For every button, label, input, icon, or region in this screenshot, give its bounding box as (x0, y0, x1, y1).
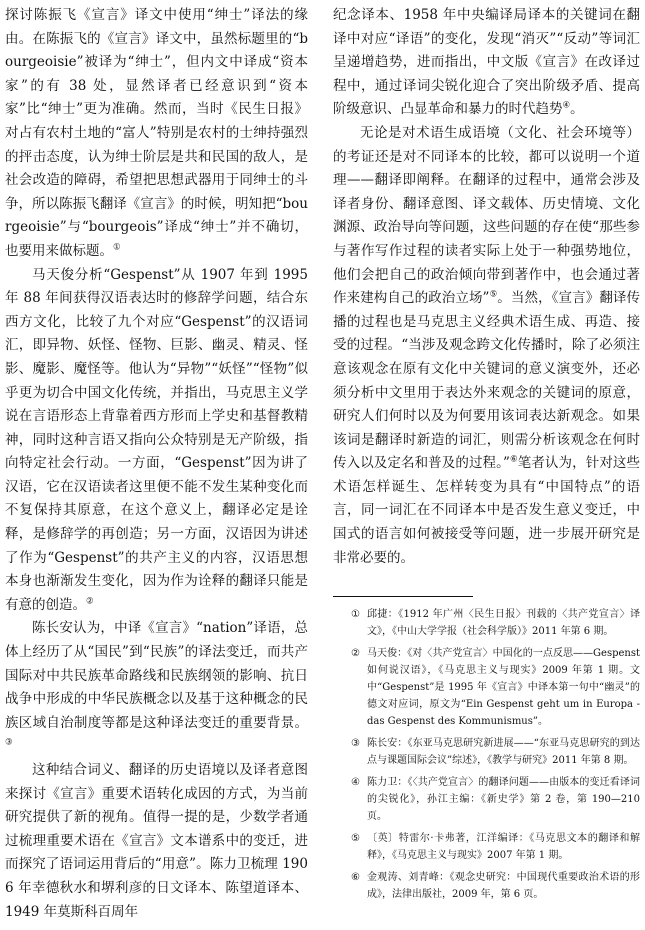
left-column (5, 4, 308, 924)
footnote-item: ① 邱捷：《1912 年广州〈民生日报〉刊载的〈共产党宣言〉译文》，《中山大学学报（社会科学版）》2011 年第 6 期。 (333, 606, 640, 640)
footnotes (333, 606, 640, 908)
footnote-item: ④ 陈力卫：《〈共产党宣言〉的翻译问题——由版本的变迁看译词的尖锐化》，孙江主编：《新史学》第 2 卷，第 190—210 页。 (333, 774, 640, 825)
footnote-ref[interactable]: ① (113, 242, 121, 253)
footnote-ref[interactable]: ④ (562, 100, 571, 111)
footnote-ref[interactable]: ③ (5, 737, 13, 748)
body-paragraph: 无论是对术语生成语境（文化、社会环境等）的考证还是对不同译本的比较，都可以说明一个道理——翻译即阐释。在翻译的过程中，通常会涉及译者身份、翻译意图、译文载体、历史情境、文化渊源、政治导向等问题，这些问题的存在使“那些参与著作写作过程的读者实际上处于一种强势地位，他们会把自己的政治倾向带到著作中，也会通过著作来建构自己的政治立场”⑤。当然，《宣言》翻译传播的过程也是马克思主义经典术语生成、再造、接受的过程。“当涉及观念跨文化传播时，除了必须注意该观念在原有文化中关键词的意义演变外，还必须分析中文里用于表达外来观念的关键词的原意，研究人们何时以及为何要用该词表达新观念。如果该词是翻译时新造的词汇，则需分析该观念在何时传入以及定名和普及的过程。”⑥笔者认为，针对这些术语怎样诞生、怎样转变为具有“中国特点”的语言，同一词汇在不同译本中是否发生意义变迁，中国式的语言如何被接受等问题，进一步展开研究是非常必要的。 (333, 124, 641, 566)
footnote-ref[interactable]: ⑤ (489, 289, 498, 300)
body-paragraph: 这种结合词义、翻译的历史语境以及译者意图来探讨《宣言》重要术语转化成因的方式，为当前研究提供了新的视角。值得一提的是，少数学者通过梳理重要术语在《宣言》文本谱系中的变迁，进而探究了语词运用背后的“用意”。陈力卫梳理 1906 年幸德秋水和堺利彦的日文译本、陈望道译本、1949 年莫斯科百周年 (5, 762, 308, 920)
footnote-ref[interactable]: ② (86, 596, 94, 607)
footnote-number: ④ (351, 777, 360, 788)
footnote-item: ② 马天俊：《对〈共产党宣言〉中国化的一点反思——Gespenst 如何说汉语》，《马克思主义与现实》2009 年第 1 期。文中“Gespenst”是 1995 年《宣言》中译本第一句中“幽灵”的德文对应词，原文为“Ein Gespenst geht um in Europa -das Gespenst des Kommunismus”。 (333, 645, 640, 730)
footnote-number: ② (351, 648, 360, 659)
footnote-item: ③ 陈长安：《东亚马克思研究新进展——“东亚马克思研究的到达点与课题国际会议”综述》，《教学与研究》2011 年第 8 期。 (333, 735, 640, 769)
footnote-divider (333, 596, 473, 597)
footnote-number: ⑤ (351, 833, 360, 844)
body-paragraph: 探讨陈振飞《宣言》译文中使用“绅士”译法的缘由。在陈振飞的《宣言》译文中，虽然标题里的“bourgeoisie”被译为“绅士”，但内文中译成“资本家”的有 38 处，显然译者已经意识到“资本家”比“绅士”更为准确。然而，当时《民生日报》对占有农村土地的“富人”特别是农村的士绅持强烈的抨击态度，认为绅士阶层是共和民国的敌人，是社会改造的障碍，希望把思想武器用于同绅士的斗争，所以陈振飞翻译《宣言》的时候，明知把“bourgeoisie”与“bourgeois”译成“绅士”并不确切，也要用来做标题。① (5, 7, 308, 259)
body-paragraph: 马天俊分析“Gespenst”从 1907 年到 1995 年 88 年间获得汉语表达时的修辞学问题，结合东西方文化，比较了九个对应“Gespenst”的汉语词汇，即异物、妖怪、怪物、巨影、幽灵、精灵、怪影、魔影、魔怪等。他认为“异物”“妖怪”“怪物”似乎更为切合中国文化传统，并指出，马克思主义学说在言语形态上背靠着西方形而上学史和基督教精神，同时这种言语又指向公众特别是无产阶级，指向特定社会行动。一方面，“Gespenst”因为讲了汉语，它在汉语读者这里便不能不发生某种变化而不复保持其原意，在这个意义上，翻译必定是诠释，是修辞学的再创造；另一方面，汉语因为讲述了作为“Gespenst”的共产主义的内容，汉语思想本身也渐渐发生变化，因为作为诠释的翻译只能是有意的创造。② (5, 266, 308, 613)
footnote-ref[interactable]: ⑥ (509, 454, 518, 465)
footnote-number: ⑥ (351, 872, 360, 883)
footnote-number: ① (351, 609, 360, 620)
right-column (333, 4, 640, 570)
footnote-item: ⑤ 〔英〕特雷尔·卡弗著，江洋编译：《马克思文本的翻译和解释》，《马克思主义与现实》2007 年第 1 期。 (333, 830, 640, 864)
body-paragraph: 陈长安认为，中译《宣言》“nation”译语，总体上经历了从“国民”到“民族”的译法变迁，而共产国际对中共民族革命路线和民族纲领的影响、抗日战争中形成的中华民族概念以及基于这种概念的民族区域自治制度等都是这种译法变迁的重要背景。③ (5, 620, 308, 748)
body-paragraph: 纪念译本、1958 年中央编译局译本的关键词在翻译中对应“译语”的变化，发现“消灭”“反动”等词汇呈递增趋势，进而指出，中文版《宣言》在改译过程中，通过译词尖锐化迎合了突出阶级矛盾、提高阶级意识、凸显革命和暴力的时代趋势④。 (333, 7, 640, 118)
footnote-number: ③ (351, 738, 360, 749)
footnote-item: ⑥ 金观涛、刘青峰：《观念史研究：中国现代重要政治术语的形成》，法律出版社，2009 年，第 6 页。 (333, 869, 640, 903)
